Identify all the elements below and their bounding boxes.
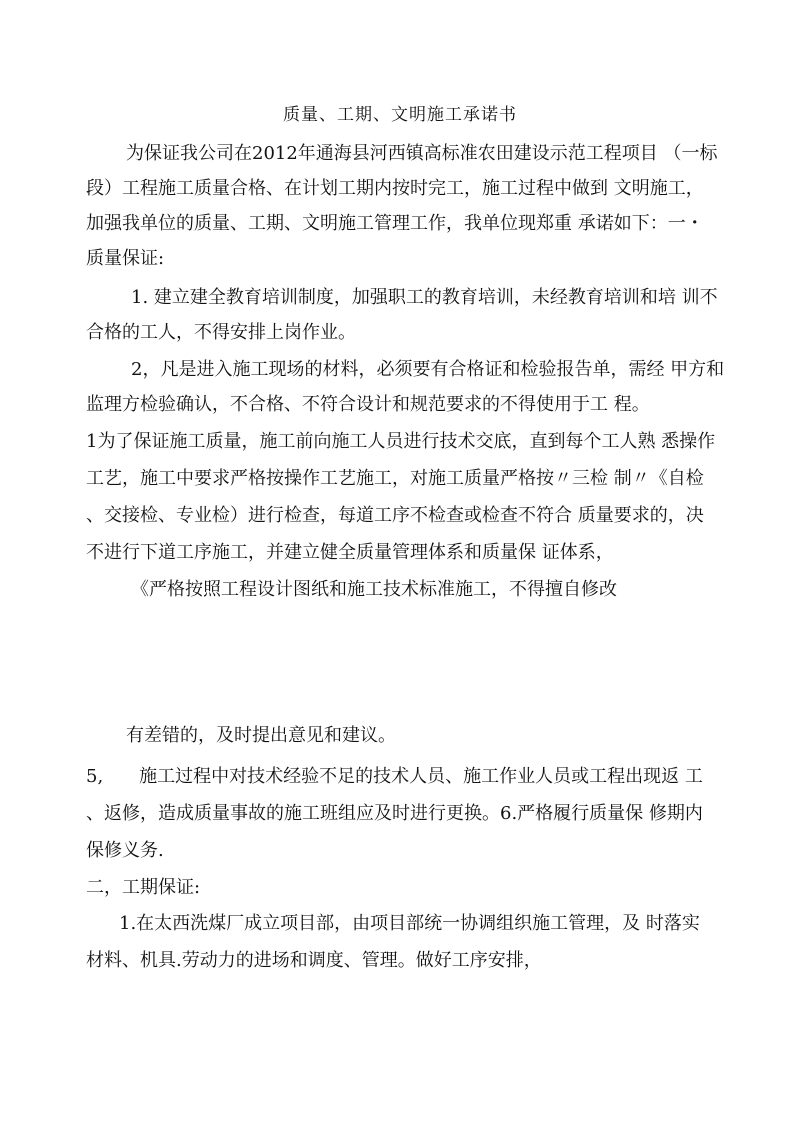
paragraph-line: 工艺，施工中要求严格按操作工艺施工，对施工质量严格按〃三检 制〃《自检 <box>86 468 704 489</box>
paragraph-line: 不进行下道工序施工，并建立健全质量管理体系和质量保 证体系， <box>86 542 614 563</box>
paragraph-line: 为保证我公司在2012年通海县河西镇高标准农田建设示范工程项目 （一标 <box>126 143 718 164</box>
document-title: 质量、工期、文明施工承诺书 <box>283 105 517 125</box>
paragraph-line: 1. 建立建全教育培训制度，加强职工的教育培训，未经教育培训和培 训不 <box>131 287 718 308</box>
paragraph-line: 《严格按照工程设计图纸和施工技术标准施工，不得擅自修改 <box>131 579 617 600</box>
paragraph-line: 监理方检验确认，不合格、不符合设计和规范要求的不得使用于工 程。 <box>86 394 650 415</box>
paragraph-line: 保修义务. <box>86 840 164 861</box>
paragraph-line: 合格的工人，不得安排上岗作业。 <box>86 322 356 343</box>
paragraph-line: 、交接检、专业检）进行检查，每道工序不检查或检查不符合 质量要求的，决 <box>86 505 704 526</box>
section-heading: 二，工期保证: <box>86 877 201 898</box>
paragraph-line: 段）工程施工质量合格、在计划工期内按时完工，施工过程中做到 文明施工， <box>86 178 704 199</box>
paragraph-line: 加强我单位的质量、工期、文明施工管理工作，我单位现郑重 承诺如下：一・ <box>86 213 704 234</box>
paragraph-line: 1.在太西洗煤厂成立项目部，由项目部统一协调组织施工管理，及 时落实 <box>119 913 700 934</box>
paragraph-line: 有差错的，及时提出意见和建议。 <box>126 725 396 746</box>
paragraph-line: 质量保证: <box>86 248 165 269</box>
paragraph-line: 2，凡是进入施工现场的材料，必须要有合格证和检验报告单，需经 甲方和 <box>131 359 725 380</box>
paragraph-line: 1为了保证施工质量，施工前向施工人员进行技术交底，直到每个工人熟 悉操作 <box>86 431 716 452</box>
paragraph-line: 、返修，造成质量事故的施工班组应及时进行更换。6.严格履行质量保 修期内 <box>86 803 703 824</box>
paragraph-line: 5, 施工过程中对技术经验不足的技术人员、施工作业人员或工程出现返 工 <box>86 766 703 787</box>
paragraph-line: 材料、机具.劳动力的进场和调度、管理。做好工序安排， <box>86 950 542 971</box>
